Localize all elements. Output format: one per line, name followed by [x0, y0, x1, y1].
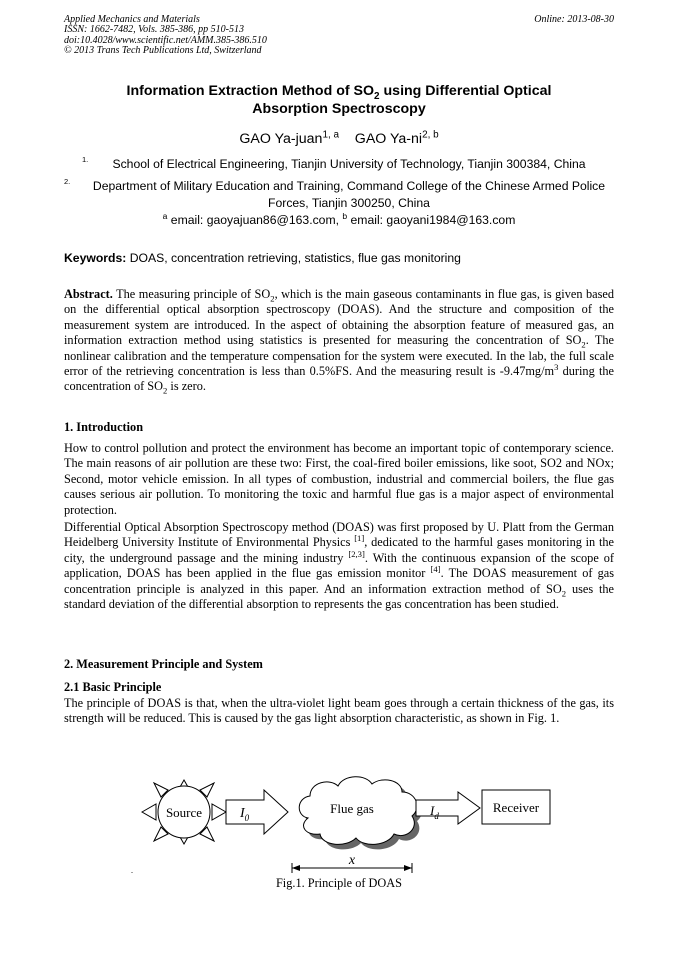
i0-arrow: [226, 790, 288, 834]
author-2-sup: 2, b: [422, 129, 439, 141]
abstract-sub-3: 2: [163, 385, 168, 396]
issn-line: ISSN: 1662-7482, Vols. 385-386, pp 510-513: [64, 24, 244, 36]
doas-principle-diagram: [140, 770, 560, 880]
author-1-sup: 1, a: [322, 129, 339, 141]
author-2: GAO Ya-ni: [354, 131, 423, 147]
affiliation-1-text: School of Electrical Engineering, Tianjin University of Technology, Tianjin 300384, China: [112, 157, 586, 171]
affiliation-1-num: 1.: [82, 155, 89, 164]
abstract-text-4: during the concentration of SO: [64, 364, 614, 394]
affiliation-2-text: Department of Military Education and Training, Command College of the Chinese Armed Police Forces, Tianjin 300250, China: [92, 179, 606, 210]
principle-paragraph: The principle of DOAS is that, when the ultra-violet light beam goes through a certain thickness of the gas, its strength will be reduced. This is caused by the gas light absorption characteristic, as shown in Fig. 1.: [64, 696, 614, 726]
title-part2: using Differential Optical: [379, 83, 552, 99]
affiliation-1: [64, 156, 614, 173]
copyright-line: © 2013 Trans Tech Publications Ltd, Switzerland: [64, 45, 262, 57]
doi-line: doi:10.4028/www.scientific.net/AMM.385-386.510: [64, 34, 267, 46]
email-a-mark: a: [162, 210, 168, 221]
title-line2: Absorption Spectroscopy: [252, 101, 426, 117]
id-arrow: [416, 792, 480, 824]
intro-p2-b: , dedicated to the harmful gases monitoring in the city, the underground passage and the mining industry: [64, 535, 615, 565]
receiver-label: Receiver: [492, 800, 540, 815]
author-1: GAO Ya-juan: [239, 131, 323, 147]
keywords: [64, 251, 614, 265]
email-a: email: gaoyajuan86@163.com,: [167, 213, 343, 227]
abstract-text-2: , which is the main gaseous contaminants in flue gas, is given based on the differential optical absorption spectroscopy (DOAS). And the structure and composition of the measurement system are introduced. In the aspect of obtaining the absorption feature of measured gas, an information extraction method using statistics is presented for measuring the concentration of SO: [64, 287, 614, 348]
stray-dot: .: [131, 866, 133, 875]
affiliation-2-num: 2.: [64, 177, 71, 186]
intro-p2-sub: 2: [561, 588, 567, 599]
citation-1: [1]: [354, 533, 365, 544]
online-date: Online: 2013-08-30: [534, 14, 614, 25]
journal-header: [64, 15, 267, 57]
intro-p2-a: Differential Optical Absorption Spectroscopy method (DOAS) was first proposed by U. Platt from the German Heidelberg University Institute of Environmental Physics: [64, 520, 614, 550]
abstract: [64, 287, 614, 395]
keywords-label: Keywords:: [64, 251, 127, 265]
id-label: $I_d$: [430, 803, 439, 821]
section-2-1-heading: 2.1 Basic Principle: [64, 680, 162, 694]
section-2-heading: 2. Measurement Principle and System: [64, 657, 263, 671]
flue-gas-label: Flue gas: [330, 801, 374, 816]
intro-p2-e: uses the standard deviation of the differential absorption to represents the gas concentration has been studied.: [64, 581, 614, 612]
title-part1: Information Extraction Method of SO: [126, 83, 375, 99]
source-label: Source: [165, 805, 203, 820]
abstract-text-1: The measuring principle of SO: [112, 287, 271, 301]
abstract-text-5: is zero.: [167, 379, 206, 394]
section-1-heading: 1. Introduction: [64, 420, 144, 434]
title-sub: 2: [374, 90, 380, 102]
affiliation-2: [64, 178, 614, 211]
abstract-sup: 3: [554, 361, 559, 372]
citation-2: [2,3]: [348, 548, 365, 559]
paper-title: [64, 82, 614, 118]
email-line: [64, 210, 614, 227]
path-length-left-arrowhead: [292, 865, 300, 871]
intro-paragraph-2: [64, 520, 614, 612]
email-b: email: gaoyani1984@163.com: [347, 213, 516, 227]
keywords-text: DOAS, concentration retrieving, statistics, flue gas monitoring: [126, 251, 461, 265]
path-length-label: x: [348, 853, 356, 868]
abstract-label: Abstract.: [64, 287, 113, 301]
email-b-mark: b: [342, 210, 348, 221]
i0-label: $I_0$: [240, 806, 250, 823]
intro-p2-d: . The DOAS measurement of gas concentration principle is analyzed in this paper. And an information extraction method of SO: [64, 566, 615, 596]
author-list: [64, 131, 614, 147]
citation-3: [4]: [430, 564, 441, 575]
journal-name: Applied Mechanics and Materials: [64, 14, 200, 25]
abstract-sub-2: 2: [581, 339, 586, 350]
path-length-right-arrowhead: [404, 865, 412, 871]
intro-paragraph-1: How to control pollution and protect the environment has become an important topic of contemporary science. The main reasons of air pollution are these two: First, the coal-fired boiler emissions, like soot, SO2 and NOx; Second, motor vehicle emission. In all types of combustion, industrial and commercial boilers, the flue gas causes serious air pollution. To monitoring the toxic and harmful flue gas is a major aspect of environmental protection.: [64, 441, 614, 517]
figure-1-caption: Fig.1. Principle of DOAS: [275, 876, 403, 890]
abstract-sub-1: 2: [270, 293, 275, 304]
abstract-text-3: . The nonlinear calibration and the temperature compensation for the system were executed. In the lab, the full scale error of the retrieving concentration is less than 0.5%FS. And the measuring result is -9.47mg/m: [64, 333, 614, 379]
intro-p2-c: . With the continuous expansion of the scope of application, DOAS has been applied in the flue gas emission monitor: [64, 550, 614, 581]
